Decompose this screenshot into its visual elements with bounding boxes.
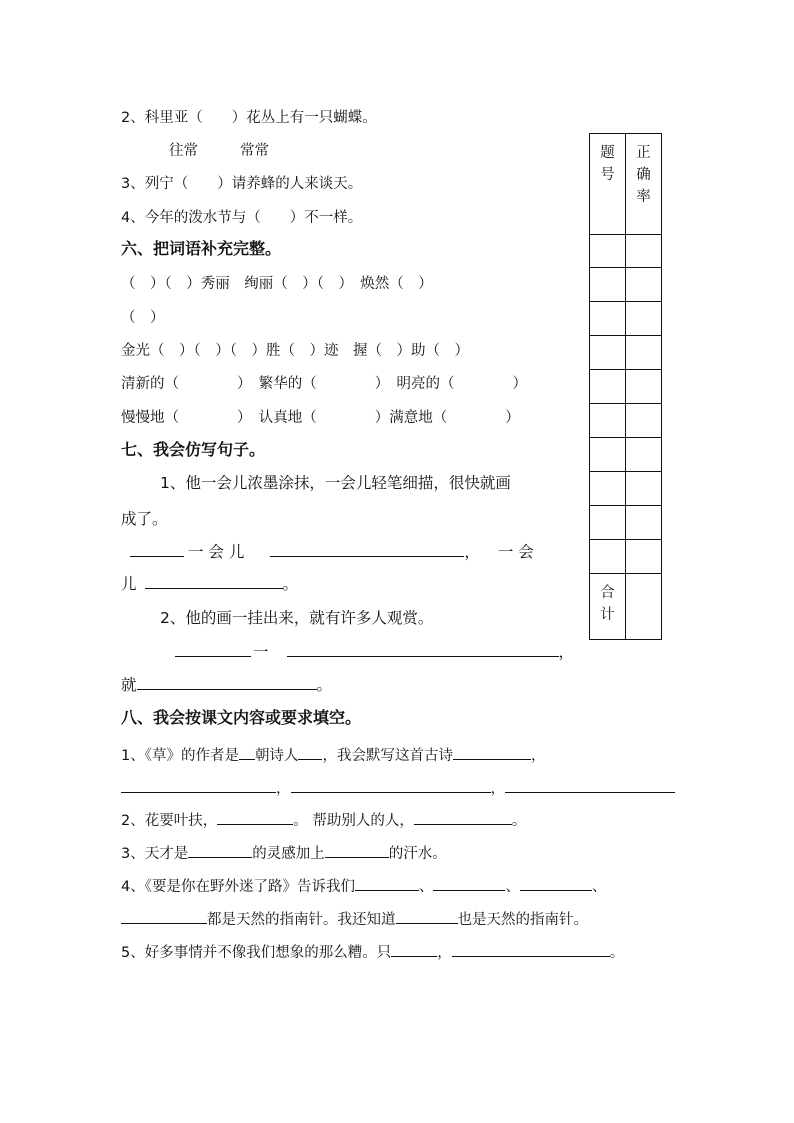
score-cell[interactable] bbox=[590, 472, 626, 506]
s6-row-1: （ ）（ ）秀丽 绚丽（ ）（ ） 焕然（ ） bbox=[121, 276, 433, 292]
blank[interactable] bbox=[121, 778, 276, 793]
blank[interactable] bbox=[325, 843, 389, 858]
score-cell[interactable] bbox=[590, 404, 626, 438]
blank[interactable] bbox=[188, 843, 252, 858]
score-cell[interactable] bbox=[626, 235, 662, 268]
s7-imitation-2-line2: 就 。 bbox=[121, 676, 333, 694]
s6-row-4: 慢慢地（ ） 认真地（ ）满意地（ ） bbox=[121, 410, 520, 426]
score-cell[interactable] bbox=[626, 302, 662, 336]
section-6-title: 六、把词语补充完整。 bbox=[121, 239, 282, 258]
s8-q3: 3、天才是 的灵感加上 的汗水。 bbox=[121, 843, 447, 864]
score-cell[interactable] bbox=[590, 506, 626, 540]
score-cell[interactable] bbox=[590, 235, 626, 268]
s7-imitation-1-line1: 一 会 儿 ， 一 会 bbox=[130, 542, 534, 562]
score-cell[interactable] bbox=[626, 472, 662, 506]
section-7-title: 七、我会仿写句子。 bbox=[121, 440, 266, 459]
blank[interactable] bbox=[355, 876, 419, 891]
blank[interactable] bbox=[175, 642, 251, 657]
vertical-char: 率 bbox=[636, 189, 651, 205]
score-cell[interactable] bbox=[626, 370, 662, 404]
vertical-char: 确 bbox=[636, 167, 651, 183]
section-8-title: 八、我会按课文内容或要求填空。 bbox=[121, 708, 362, 727]
score-cell[interactable] bbox=[626, 438, 662, 472]
s6-row-3: 清新的（ ） 繁华的（ ） 明亮的（ ） bbox=[121, 376, 527, 392]
s8-q4-line2: 都是天然的指南针。我还知道 也是天然的指南针。 bbox=[121, 909, 588, 930]
blank[interactable] bbox=[520, 876, 592, 891]
blank[interactable] bbox=[298, 745, 322, 760]
s6-row-2: 金光（ ）（ ）（ ）胜（ ）迹 握（ ）助（ ） bbox=[121, 343, 469, 359]
score-total-label bbox=[590, 574, 626, 640]
blank[interactable] bbox=[452, 942, 610, 957]
score-total-cell[interactable] bbox=[626, 574, 662, 640]
blank[interactable] bbox=[396, 909, 458, 924]
score-cell[interactable] bbox=[626, 506, 662, 540]
score-header-accuracy bbox=[626, 134, 662, 235]
s8-q1-line2: ， ， bbox=[121, 778, 675, 799]
q5-item-4: 4、今年的泼水节与（ ）不一样。 bbox=[121, 210, 363, 226]
blank[interactable] bbox=[121, 909, 207, 924]
score-cell[interactable] bbox=[590, 302, 626, 336]
s8-q4-line1: 4、《要是你在野外迷了路》告诉我们 、 、 、 bbox=[121, 876, 606, 897]
s7-sentence-1b: 成了。 bbox=[121, 510, 168, 528]
word-option-2: 常常 bbox=[240, 143, 269, 159]
score-cell[interactable] bbox=[590, 540, 626, 574]
blank[interactable] bbox=[433, 876, 505, 891]
score-cell[interactable] bbox=[590, 370, 626, 404]
blank[interactable] bbox=[270, 542, 464, 557]
score-cell[interactable] bbox=[626, 404, 662, 438]
blank[interactable] bbox=[287, 642, 559, 657]
q5-item-3: 3、列宁（ ）请养蜂的人来谈天。 bbox=[121, 176, 363, 192]
word-option-1: 往常 bbox=[169, 143, 198, 159]
blank[interactable] bbox=[291, 778, 491, 793]
blank[interactable] bbox=[391, 942, 437, 957]
blank[interactable] bbox=[414, 810, 512, 825]
s6-row-1b: （ ） bbox=[121, 310, 165, 326]
s7-imitation-2-line1: 一 ， bbox=[175, 642, 574, 662]
vertical-char: 正 bbox=[636, 145, 651, 161]
score-cell[interactable] bbox=[626, 268, 662, 302]
blank[interactable] bbox=[145, 574, 283, 589]
s7-sentence-1: 1、他一会儿浓墨涂抹，一会儿轻笔细描，很快就画 bbox=[160, 474, 511, 492]
vertical-char: 合 bbox=[600, 585, 615, 601]
s8-q5: 5、好多事情并不像我们想象的那么糟。只 ， 。 bbox=[121, 942, 624, 963]
score-cell[interactable] bbox=[626, 336, 662, 370]
score-table bbox=[589, 133, 662, 640]
score-cell[interactable] bbox=[590, 268, 626, 302]
s7-yihuier: 一 会 儿 bbox=[188, 543, 245, 561]
s8-q2: 2、花要叶扶， 。 帮助别人的人， 。 bbox=[121, 810, 526, 831]
vertical-char: 题 bbox=[600, 145, 615, 161]
blank[interactable] bbox=[505, 778, 675, 793]
score-cell[interactable] bbox=[590, 336, 626, 370]
s8-q1-line1: 1、《草》的作者是 朝诗人 ，我会默写这首古诗 ， bbox=[121, 745, 545, 766]
s7-imitation-1-line2: 儿 。 bbox=[121, 575, 299, 593]
q5-item-2: 2、科里亚（ ）花丛上有一只蝴蝶。 bbox=[121, 110, 377, 126]
s7-sentence-2: 2、他的画一挂出来，就有许多人观赏。 bbox=[160, 609, 434, 627]
blank[interactable] bbox=[217, 810, 293, 825]
blank[interactable] bbox=[453, 745, 531, 760]
blank[interactable] bbox=[137, 675, 317, 690]
blank[interactable] bbox=[239, 745, 255, 760]
score-cell[interactable] bbox=[590, 438, 626, 472]
vertical-char: 号 bbox=[600, 167, 615, 183]
score-header-number bbox=[590, 134, 626, 235]
vertical-char: 计 bbox=[600, 607, 615, 623]
score-cell[interactable] bbox=[626, 540, 662, 574]
blank[interactable] bbox=[130, 542, 184, 557]
